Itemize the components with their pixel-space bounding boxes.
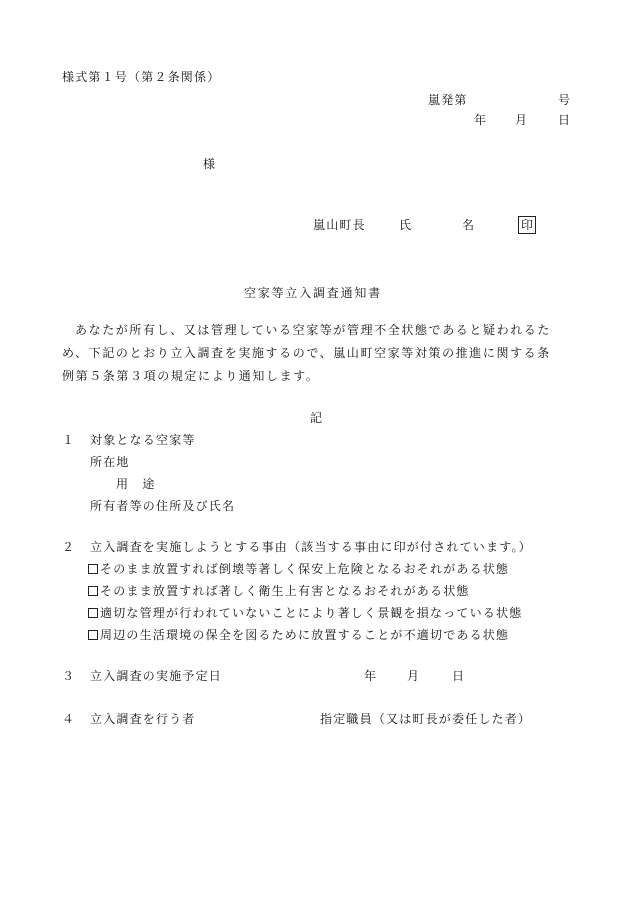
body-line-1: あなたが所有し、又は管理している空家等が管理不全状態であると疑われるた — [75, 323, 552, 337]
body-line-2: め、下記のとおり立入調査を実施するので、嵐山町空家等対策の推進に関する条 — [62, 346, 551, 360]
issuer-name-label-2: 名 — [462, 218, 476, 232]
issuer-title: 嵐山町長 — [313, 218, 366, 232]
option-3-label: 適切な管理が行われていないことにより著しく景観を損なっている状態 — [100, 606, 523, 620]
form-number: 様式第１号（第２条関係） — [62, 70, 221, 84]
issuer-name-label-1: 氏 — [399, 218, 413, 232]
date-year-label: 年 — [474, 113, 488, 127]
section3-heading: 立入調査の実施予定日 — [90, 669, 223, 683]
section1-number: １ — [62, 433, 76, 447]
section4-value: 指定職員（又は町長が委任した者） — [320, 712, 532, 726]
document-title: 空家等立入調査通知書 — [244, 286, 383, 300]
section1-heading: 対象となる空家等 — [90, 433, 196, 447]
document-number-prefix: 嵐発第 — [428, 93, 468, 107]
option-2-label: そのまま放置すれば著しく衛生上有害となるおそれがある状態 — [100, 584, 470, 598]
section3-day-label: 日 — [452, 669, 466, 683]
section2-heading: 立入調査を実施しようとする事由（該当する事由に印が付されています。） — [90, 540, 532, 554]
section1-item-location: 所在地 — [90, 455, 130, 469]
addressee-suffix: 様 — [203, 157, 217, 171]
checkbox-option-3[interactable] — [88, 608, 98, 618]
document-number-suffix: 号 — [558, 93, 572, 107]
date-month-label: 月 — [515, 113, 529, 127]
checkbox-option-2[interactable] — [88, 586, 98, 596]
section4-heading: 立入調査を行う者 — [90, 712, 196, 726]
seal-mark: 印 — [518, 216, 536, 234]
section4-number: ４ — [62, 712, 76, 726]
section3-year-label: 年 — [364, 669, 378, 683]
option-1-label: そのまま放置すれば倒壊等著しく保安上危険となるおそれがある状態 — [100, 562, 510, 576]
section2-option-3 — [88, 607, 522, 619]
section3-month-label: 月 — [407, 669, 421, 683]
section2-option-2 — [88, 585, 470, 597]
section1-item-owner: 所有者等の住所及び氏名 — [90, 499, 236, 513]
section2-option-4 — [88, 629, 509, 641]
section3-number: ３ — [62, 669, 76, 683]
date-day-label: 日 — [558, 113, 572, 127]
body-line-3: 例第５条第３項の規定により通知します。 — [62, 369, 320, 383]
section2-number: ２ — [62, 540, 76, 554]
option-4-label: 周辺の生活環境の保全を図るために放置することが不適切である状態 — [100, 628, 510, 642]
section1-item-use: 用 途 — [116, 477, 156, 491]
ki-marker: 記 — [310, 411, 324, 425]
section2-option-1 — [88, 563, 509, 575]
checkbox-option-4[interactable] — [88, 630, 98, 640]
checkbox-option-1[interactable] — [88, 564, 98, 574]
